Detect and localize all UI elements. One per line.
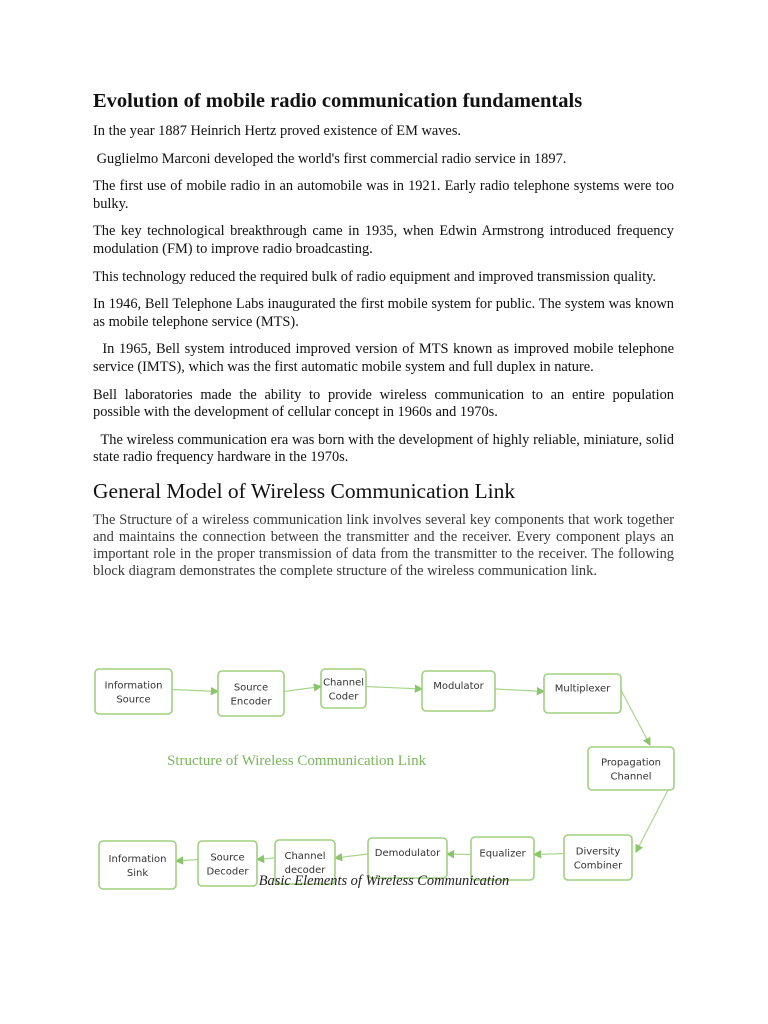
block-label: Propagation	[601, 757, 661, 769]
paragraph: The key technological breakthrough came in 1935, when Edwin Armstrong introduced frequency modulation (FM) to improve radio broadcasting.	[93, 223, 674, 257]
block-label: Channel	[284, 851, 326, 862]
block-label: Channel	[610, 771, 652, 783]
block-label: Information	[108, 854, 167, 865]
block-label: Diversity	[575, 846, 621, 858]
arrow	[636, 790, 668, 852]
block-label: Combiner	[573, 860, 623, 872]
section-title: Evolution of mobile radio communication fundamentals	[93, 90, 583, 112]
block-information-source	[95, 669, 172, 714]
block-propagation-channel	[588, 747, 674, 790]
block-channel-coder	[321, 669, 366, 708]
diagram-title: Structure of Wireless Communication Link	[167, 753, 427, 769]
block-label: Multiplexer	[554, 683, 611, 695]
arrow	[335, 854, 368, 858]
paragraph: The first use of mobile radio in an automobile was in 1921. Early radio telephone systems were too bulky.	[93, 178, 674, 212]
arrow	[176, 860, 198, 862]
block-label: decoder	[284, 865, 326, 876]
block-label: Sink	[126, 868, 149, 879]
section-title: General Model of Wireless Communication Link	[93, 478, 516, 503]
block-box	[218, 671, 284, 716]
arrow	[534, 854, 564, 855]
arrow	[621, 690, 650, 745]
arrow	[495, 689, 544, 692]
paragraph: This technology reduced the required bulk of radio equipment and improved transmission quality.	[93, 268, 656, 285]
block-label: Channel	[322, 677, 365, 689]
block-source-encoder	[218, 671, 284, 716]
arrow	[366, 687, 422, 690]
arrow	[284, 687, 321, 692]
block-label: Equalizer	[479, 848, 526, 860]
paragraph: In 1946, Bell Telephone Labs inaugurated the first mobile system for public. The system was known as mobile telephone service (MTS).	[93, 296, 674, 330]
paragraph: The Structure of a wireless communication link involves several key components that work together and maintains the connection between the transmitter and the receiver. Every component plays an important role in the proper transmission of data from the transmitter to the receiver. The following block diagram demonstrates the complete structure of the wireless communication link.	[93, 511, 674, 579]
block-box	[588, 747, 674, 790]
block-box	[95, 669, 172, 714]
arrow	[447, 854, 471, 855]
block-label: Source	[210, 852, 245, 864]
paragraph: The wireless communication era was born with the development of highly reliable, miniature, solid state radio frequency hardware in the 1970s.	[93, 431, 678, 466]
block-label: Source	[233, 682, 269, 694]
block-multiplexer	[544, 674, 621, 713]
block-label: Modulator	[433, 681, 484, 692]
paragraph: Guglielmo Marconi developed the world's first commercial radio service in 1897.	[93, 150, 567, 167]
paragraph: Bell laboratories made the ability to provide wireless communication to an entire population possible with the development of cellular concept in 1960s and 1970s.	[93, 386, 674, 421]
block-label: Source	[116, 694, 151, 706]
block-label: Information	[104, 680, 163, 692]
arrow	[172, 690, 218, 692]
block-label: Coder	[328, 691, 359, 703]
block-label: Decoder	[206, 866, 249, 878]
block-label: Demodulator	[374, 848, 441, 859]
block-demodulator	[368, 838, 447, 878]
block-label: Encoder	[230, 696, 272, 708]
figure-caption: Basic Elements of Wireless Communication	[258, 873, 510, 889]
block-modulator	[422, 671, 495, 711]
arrow	[257, 858, 275, 860]
paragraph: In 1965, Bell system introduced improved version of MTS known as improved mobile telephone service (IMTS), which was the first automatic mobile system and full duplex in nature.	[93, 341, 678, 375]
paragraph: In the year 1887 Heinrich Hertz proved existence of EM waves.	[93, 123, 462, 139]
